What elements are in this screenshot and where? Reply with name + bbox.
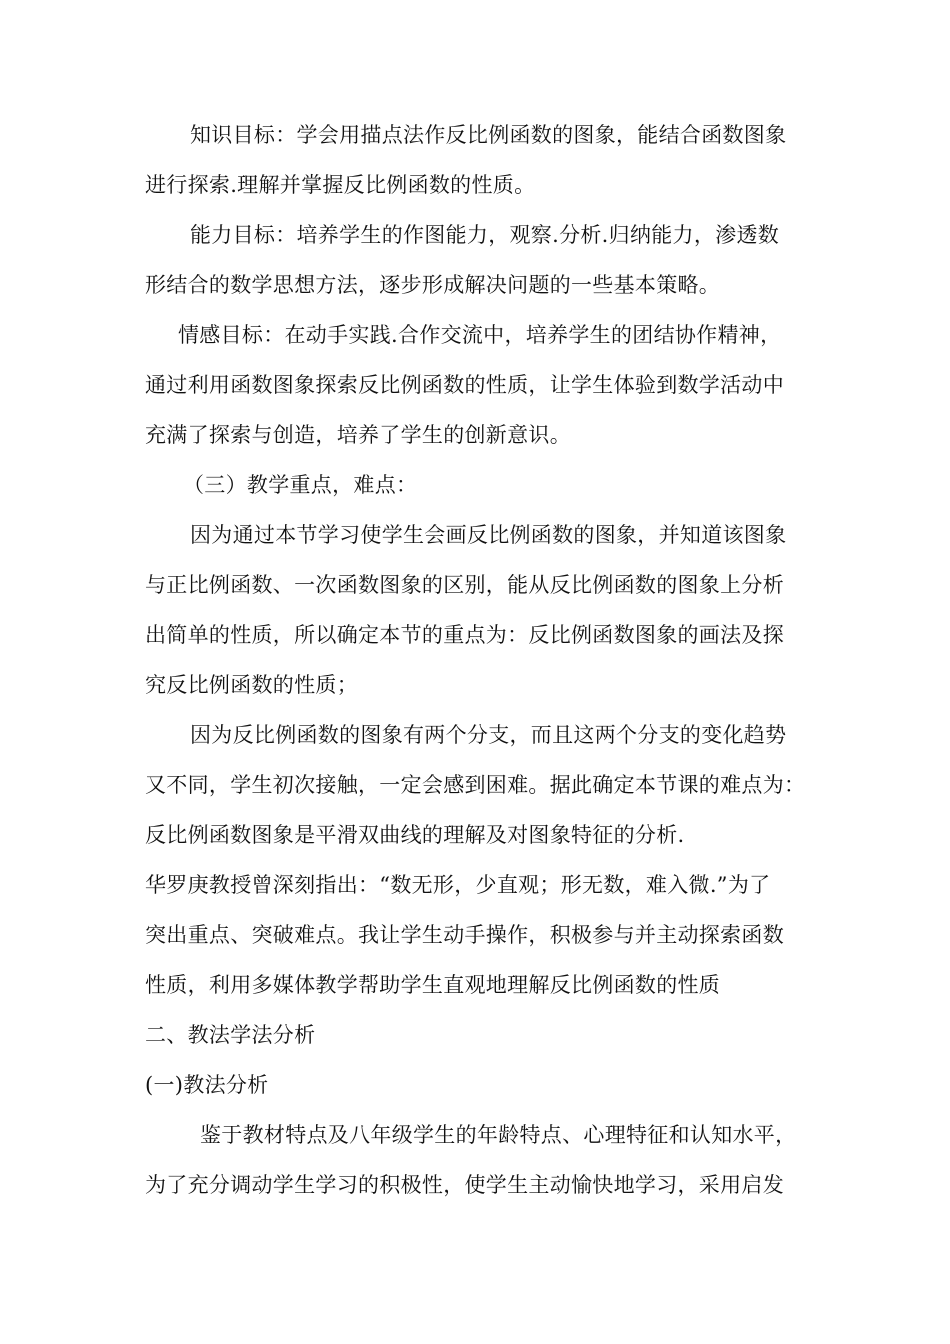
difficult-point-line-2: 又不同，学生初次接触，一定会感到困难。据此确定本节课的难点为：: [145, 773, 806, 797]
key-points-heading: （三）教学重点，难点：: [183, 473, 418, 497]
emotion-goal-line-1: 情感目标：在动手实践.合作交流中，培养学生的团结协作精神，: [178, 323, 782, 347]
teaching-method-line-2: 为了充分调动学生学习的积极性，使学生主动愉快地学习，采用启发: [145, 1173, 784, 1197]
section-heading-2: 二、教法学法分析: [145, 1023, 316, 1047]
knowledge-goal-line-1: 知识目标：学会用描点法作反比例函数的图象，能结合函数图象: [190, 123, 787, 147]
knowledge-goal-line-2: 进行探索.理解并掌握反比例函数的性质。: [145, 173, 536, 197]
key-point-line-2: 与正比例函数、一次函数图象的区别，能从反比例函数的图象上分析: [145, 573, 784, 597]
ability-goal-line-2: 形结合的数学思想方法，逐步形成解决问题的一些基本策略。: [145, 273, 721, 297]
difficult-point-line-1: 因为反比例函数的图象有两个分支，而且这两个分支的变化趋势: [190, 723, 787, 747]
ability-goal-line-1: 能力目标：培养学生的作图能力，观察.分析.归纳能力，渗透数: [190, 223, 780, 247]
subsection-heading-1: (一)教法分析: [145, 1073, 269, 1097]
emotion-goal-line-2: 通过利用函数图象探索反比例函数的性质，让学生体验到数学活动中: [145, 373, 784, 397]
key-point-line-3: 出简单的性质，所以确定本节的重点为：反比例函数图象的画法及探: [145, 623, 784, 647]
key-point-line-4: 究反比例函数的性质；: [145, 673, 358, 697]
teaching-method-line-1: 鉴于教材特点及八年级学生的年龄特点、心理特征和认知水平，: [200, 1123, 797, 1147]
key-point-line-1: 因为通过本节学习使学生会画反比例函数的图象，并知道该图象: [190, 523, 787, 547]
quote-line-1: 华罗庚教授曾深刻指出：“数无形，少直观；形无数，难入微.”为了: [145, 873, 771, 897]
difficult-point-line-3: 反比例函数图象是平滑双曲线的理解及对图象特征的分析.: [145, 823, 685, 847]
quote-line-2: 突出重点、突破难点。我让学生动手操作，积极参与并主动探索函数: [145, 923, 784, 947]
emotion-goal-line-3: 充满了探索与创造，培养了学生的创新意识。: [145, 423, 571, 447]
quote-line-3: 性质，利用多媒体教学帮助学生直观地理解反比例函数的性质: [145, 973, 721, 997]
